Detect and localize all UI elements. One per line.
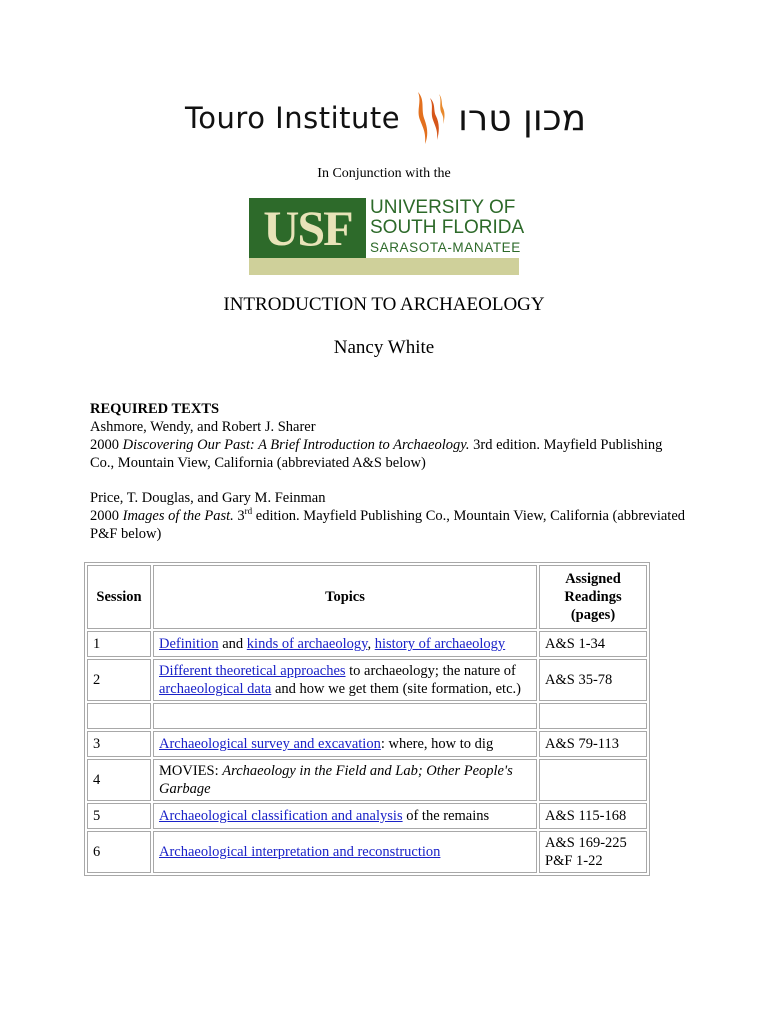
definition-link[interactable]: Definition [159, 636, 219, 652]
book2-edition-sup: rd [244, 506, 253, 517]
usf-line1: UNIVERSITY OF [370, 197, 516, 218]
session-cell: 1 [87, 631, 151, 657]
book1-citation [90, 418, 690, 472]
usf-university-name [370, 198, 524, 258]
book1-title: Discovering Our Past: A Brief Introduction to Archaeology. [122, 437, 470, 453]
required-texts [90, 400, 690, 543]
readings-cell [539, 831, 647, 873]
topic-cell [153, 831, 537, 873]
topic-cell [153, 703, 537, 729]
topic-text: of the remains [402, 808, 490, 824]
readings-line: A&S 169-225 [545, 835, 627, 851]
flame-icon [412, 88, 446, 148]
topic-text: , [367, 636, 375, 652]
session-cell: 2 [87, 659, 151, 701]
topic-text: : where, how to dig [380, 736, 494, 752]
archaeological-data-link[interactable]: archaeological data [159, 681, 272, 697]
table-row-empty [87, 703, 647, 729]
topic-text: and how we get them (site formation, etc.) [271, 681, 521, 697]
table-row [87, 803, 647, 829]
readings-header: Assigned Readings (pages) [539, 565, 647, 629]
touro-logo [185, 86, 605, 150]
session-cell: 4 [87, 759, 151, 801]
topic-cell [153, 631, 537, 657]
topic-cell [153, 803, 537, 829]
topic-cell [153, 659, 537, 701]
session-cell: 5 [87, 803, 151, 829]
theoretical-approaches-link[interactable]: Different theoretical approaches [159, 663, 346, 679]
usf-letters: USF [263, 200, 352, 256]
hebrew-name: מכון טרו [458, 97, 587, 139]
movies-label: MOVIES: [159, 763, 223, 779]
book1-authors: Ashmore, Wendy, and Robert J. Sharer [90, 419, 316, 435]
session-header: Session [87, 565, 151, 629]
usf-logo-strip [249, 258, 519, 275]
interpretation-reconstruction-link[interactable]: Archaeological interpretation and reconstruction [159, 844, 441, 860]
book1-year: 2000 [90, 437, 119, 453]
touro-name: Touro Institute [185, 101, 401, 135]
session-cell [87, 703, 151, 729]
usf-logo-box [249, 198, 366, 258]
book2-details: edition. Mayfield Publishing Co., Mountain View, California (abbreviated P&F below) [90, 508, 686, 542]
topic-text: to archaeology; the nature of [345, 663, 516, 679]
readings-cell: A&S 1-34 [539, 631, 647, 657]
topics-header: Topics [153, 565, 537, 629]
kinds-of-archaeology-link[interactable]: kinds of archaeology [246, 636, 368, 652]
book2-edition-num: 3 [237, 508, 245, 524]
topic-cell [153, 759, 537, 801]
table-row [87, 659, 647, 701]
usf-line2: SOUTH FLORIDA [370, 217, 525, 238]
movies-titles: Archaeology in the Field and Lab; Other People's Garbage [159, 763, 513, 797]
history-of-archaeology-link[interactable]: history of archaeology [374, 636, 506, 652]
classification-analysis-link[interactable]: Archaeological classification and analysis [159, 808, 403, 824]
readings-cell: A&S 35-78 [539, 659, 647, 701]
usf-line3: SARASOTA-MANATEE [370, 240, 521, 255]
readings-cell: A&S 79-113 [539, 731, 647, 757]
table-header-row [87, 565, 647, 629]
schedule-table [84, 562, 650, 876]
book2-citation [90, 489, 690, 543]
usf-logo [249, 197, 525, 276]
instructor-name: Nancy White [333, 337, 435, 358]
table-row [87, 731, 647, 757]
session-cell: 6 [87, 831, 151, 873]
table-row [87, 631, 647, 657]
conjunction-text: In Conjunction with the [317, 166, 451, 181]
table-row [87, 759, 647, 801]
topic-cell [153, 731, 537, 757]
book2-authors: Price, T. Douglas, and Gary M. Feinman [90, 490, 326, 506]
survey-excavation-link[interactable]: Archaeological survey and excavation [159, 736, 381, 752]
topic-text: and [218, 636, 247, 652]
course-title: INTRODUCTION TO ARCHAEOLOGY [223, 294, 545, 315]
readings-cell: A&S 115-168 [539, 803, 647, 829]
book2-year: 2000 [90, 508, 119, 524]
readings-cell [539, 703, 647, 729]
table-row [87, 831, 647, 873]
session-cell: 3 [87, 731, 151, 757]
readings-cell [539, 759, 647, 801]
required-texts-heading: REQUIRED TEXTS [90, 401, 220, 417]
book2-title: Images of the Past. [122, 508, 234, 524]
readings-line: P&F 1-22 [545, 853, 603, 869]
book1-details: 3rd edition. Mayfield Publishing Co., Mountain View, California (abbreviated A&S below) [90, 437, 663, 471]
